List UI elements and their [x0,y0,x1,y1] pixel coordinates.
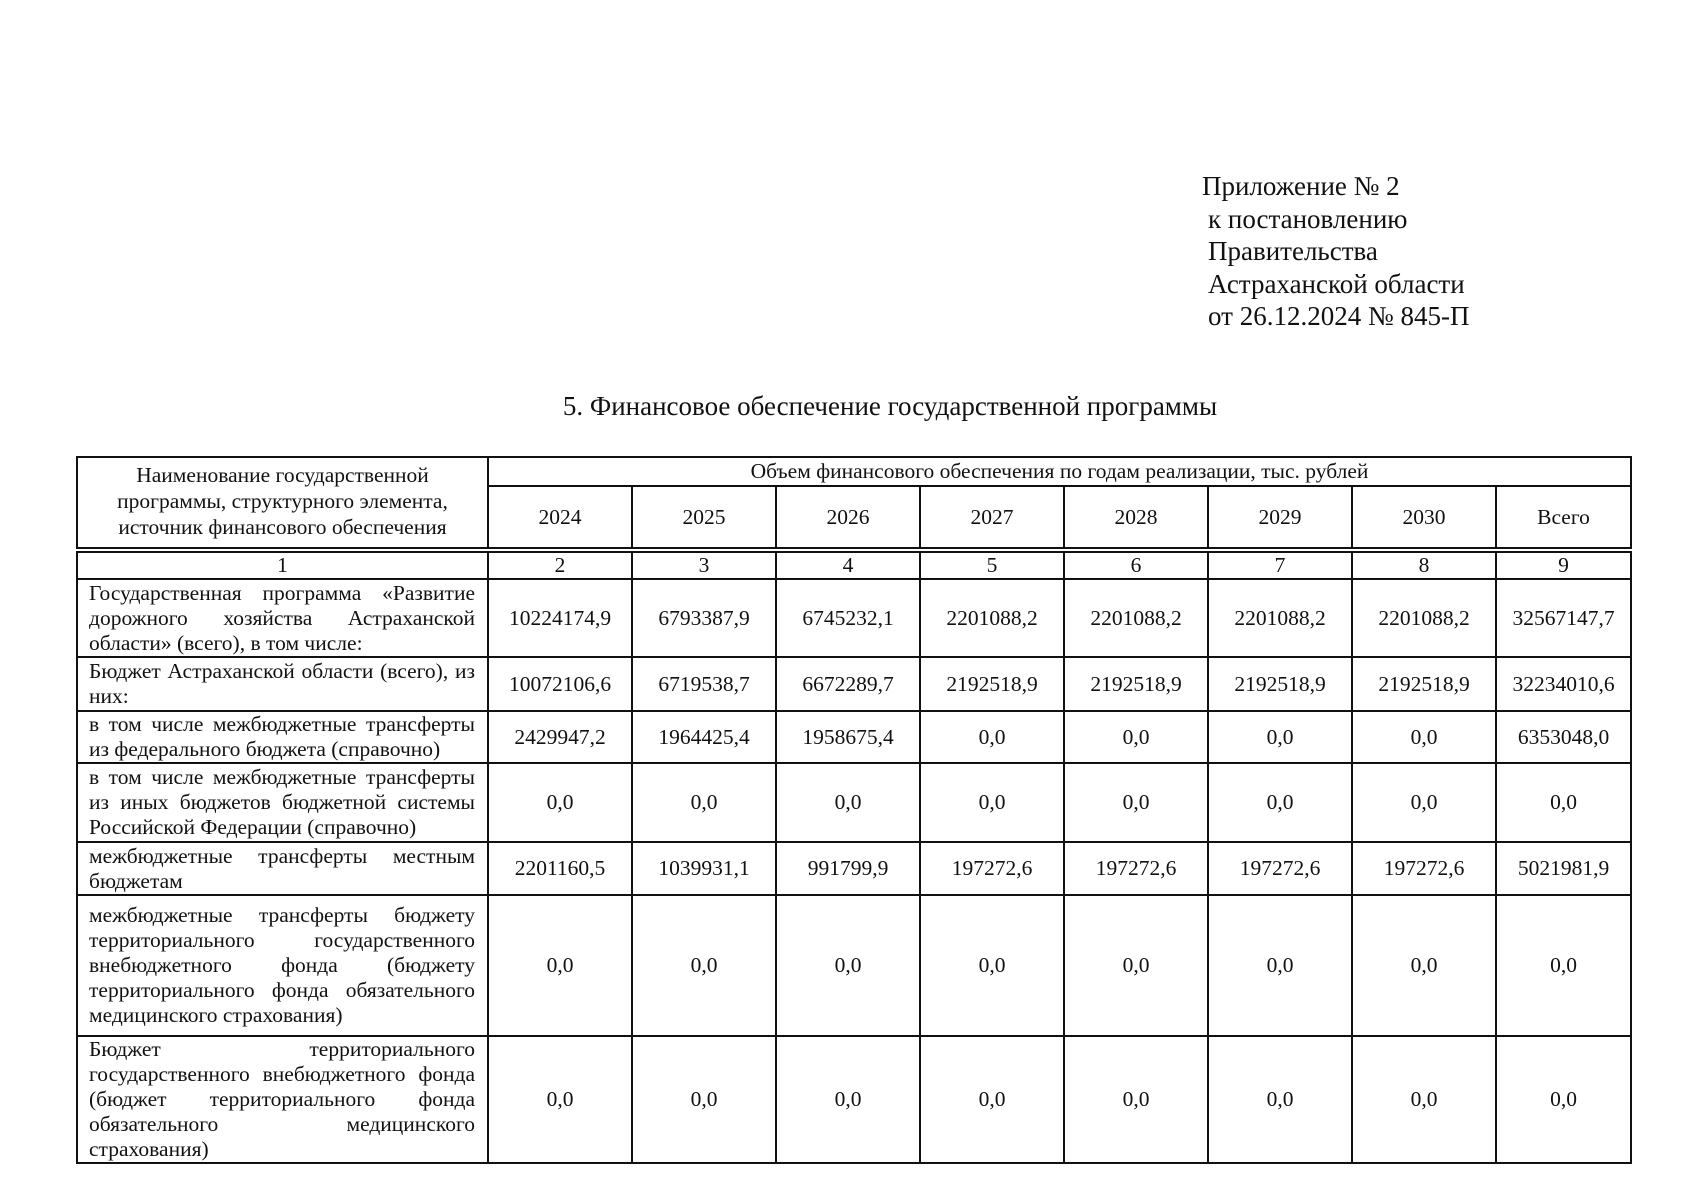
value-cell: 0,0 [776,1036,920,1163]
total-cell: 5021981,9 [1496,842,1631,895]
column-number-row [77,552,1631,579]
appendix-block [1202,170,1622,333]
appendix-region: Астраханской области [1208,268,1465,299]
table-row [77,895,1631,1036]
appendix-number: Приложение № 2 [1202,171,1400,201]
value-cell: 197272,6 [1208,842,1352,895]
table-row [77,1036,1631,1163]
value-cell: 0,0 [920,763,1064,842]
total-cell: 0,0 [1496,1036,1631,1163]
value-cell: 6793387,9 [632,579,776,657]
appendix-date-number: от 26.12.2024 № 845-П [1208,301,1470,332]
year-header: 2029 [1208,486,1352,548]
total-cell: 32567147,7 [1496,579,1631,657]
value-cell: 0,0 [1064,895,1208,1036]
value-cell: 6672289,7 [776,657,920,711]
row-name: межбюджетные трансферты бюджету территориального государственного внебюджетного фонда (бюджету территориального фонда обязательного медицинского страхования) [77,895,488,1036]
column-number: 6 [1064,552,1208,579]
year-header: 2027 [920,486,1064,548]
value-cell: 0,0 [1208,1036,1352,1163]
value-cell: 6719538,7 [632,657,776,711]
year-header: 2025 [632,486,776,548]
table-row [77,842,1631,895]
value-cell: 0,0 [488,763,632,842]
value-cell: 0,0 [632,763,776,842]
column-number: 3 [632,552,776,579]
value-cell: 2192518,9 [920,657,1064,711]
row-name: в том числе межбюджетные трансферты из иных бюджетов бюджетной системы Российской Федерации (справочно) [77,763,488,842]
value-cell: 0,0 [776,763,920,842]
table-row [77,657,1631,711]
value-cell: 0,0 [1208,711,1352,763]
value-cell: 197272,6 [920,842,1064,895]
header-row-top [77,457,1631,486]
value-cell: 0,0 [1352,1036,1496,1163]
value-cell: 0,0 [1208,895,1352,1036]
total-cell: 32234010,6 [1496,657,1631,711]
row-name: Бюджет территориального государственного внебюджетного фонда (бюджет территориального фонда обязательного медицинского страхования) [77,1036,488,1163]
value-cell: 2201088,2 [1208,579,1352,657]
total-cell: 0,0 [1496,763,1631,842]
financing-table [76,456,1632,1164]
value-cell: 0,0 [632,1036,776,1163]
table-row [77,579,1631,657]
year-header: 2026 [776,486,920,548]
value-cell: 0,0 [1064,1036,1208,1163]
value-cell: 6745232,1 [776,579,920,657]
name-column-header: Наименование государственной программы, структурного элемента, источник финансового обеспечения [77,457,488,548]
value-cell: 10072106,6 [488,657,632,711]
column-number: 1 [77,552,488,579]
column-number: 5 [920,552,1064,579]
row-name: межбюджетные трансферты местным бюджетам [77,842,488,895]
column-number: 7 [1208,552,1352,579]
value-cell: 1964425,4 [632,711,776,763]
year-header: 2024 [488,486,632,548]
value-cell: 2192518,9 [1208,657,1352,711]
value-cell: 0,0 [488,1036,632,1163]
value-cell: 197272,6 [1352,842,1496,895]
value-cell: 991799,9 [776,842,920,895]
total-cell: 6353048,0 [1496,711,1631,763]
value-cell: 0,0 [920,895,1064,1036]
column-number: 8 [1352,552,1496,579]
appendix-decree-ref: к постановлению [1208,203,1408,234]
value-cell: 2201088,2 [920,579,1064,657]
value-cell: 0,0 [1352,895,1496,1036]
value-cell: 0,0 [488,895,632,1036]
value-cell: 1958675,4 [776,711,920,763]
value-cell: 10224174,9 [488,579,632,657]
value-cell: 0,0 [920,1036,1064,1163]
value-cell: 0,0 [1208,763,1352,842]
row-name: Государственная программа «Развитие дорожного хозяйства Астраханской области» (всего), в том числе: [77,579,488,657]
value-cell: 0,0 [632,895,776,1036]
value-cell: 0,0 [776,895,920,1036]
value-cell: 2192518,9 [1352,657,1496,711]
volume-column-header: Объем финансового обеспечения по годам реализации, тыс. рублей [488,457,1631,486]
row-name: Бюджет Астраханской области (всего), из них: [77,657,488,711]
appendix-government: Правительства [1208,236,1378,267]
value-cell: 0,0 [1352,711,1496,763]
table-row [77,763,1631,842]
column-number: 4 [776,552,920,579]
total-header: Всего [1496,486,1631,548]
year-header: 2030 [1352,486,1496,548]
value-cell: 0,0 [1064,763,1208,842]
table-row [77,711,1631,763]
value-cell: 1039931,1 [632,842,776,895]
section-title: 5. Финансовое обеспечение государственной программы [562,391,1218,421]
row-name: в том числе межбюджетные трансферты из федерального бюджета (справочно) [77,711,488,763]
value-cell: 2201088,2 [1064,579,1208,657]
value-cell: 2201088,2 [1352,579,1496,657]
value-cell: 0,0 [1064,711,1208,763]
column-number: 9 [1496,552,1631,579]
value-cell: 2429947,2 [488,711,632,763]
value-cell: 2192518,9 [1064,657,1208,711]
value-cell: 2201160,5 [488,842,632,895]
total-cell: 0,0 [1496,895,1631,1036]
column-number: 2 [488,552,632,579]
value-cell: 197272,6 [1064,842,1208,895]
value-cell: 0,0 [1352,763,1496,842]
value-cell: 0,0 [920,711,1064,763]
year-header: 2028 [1064,486,1208,548]
